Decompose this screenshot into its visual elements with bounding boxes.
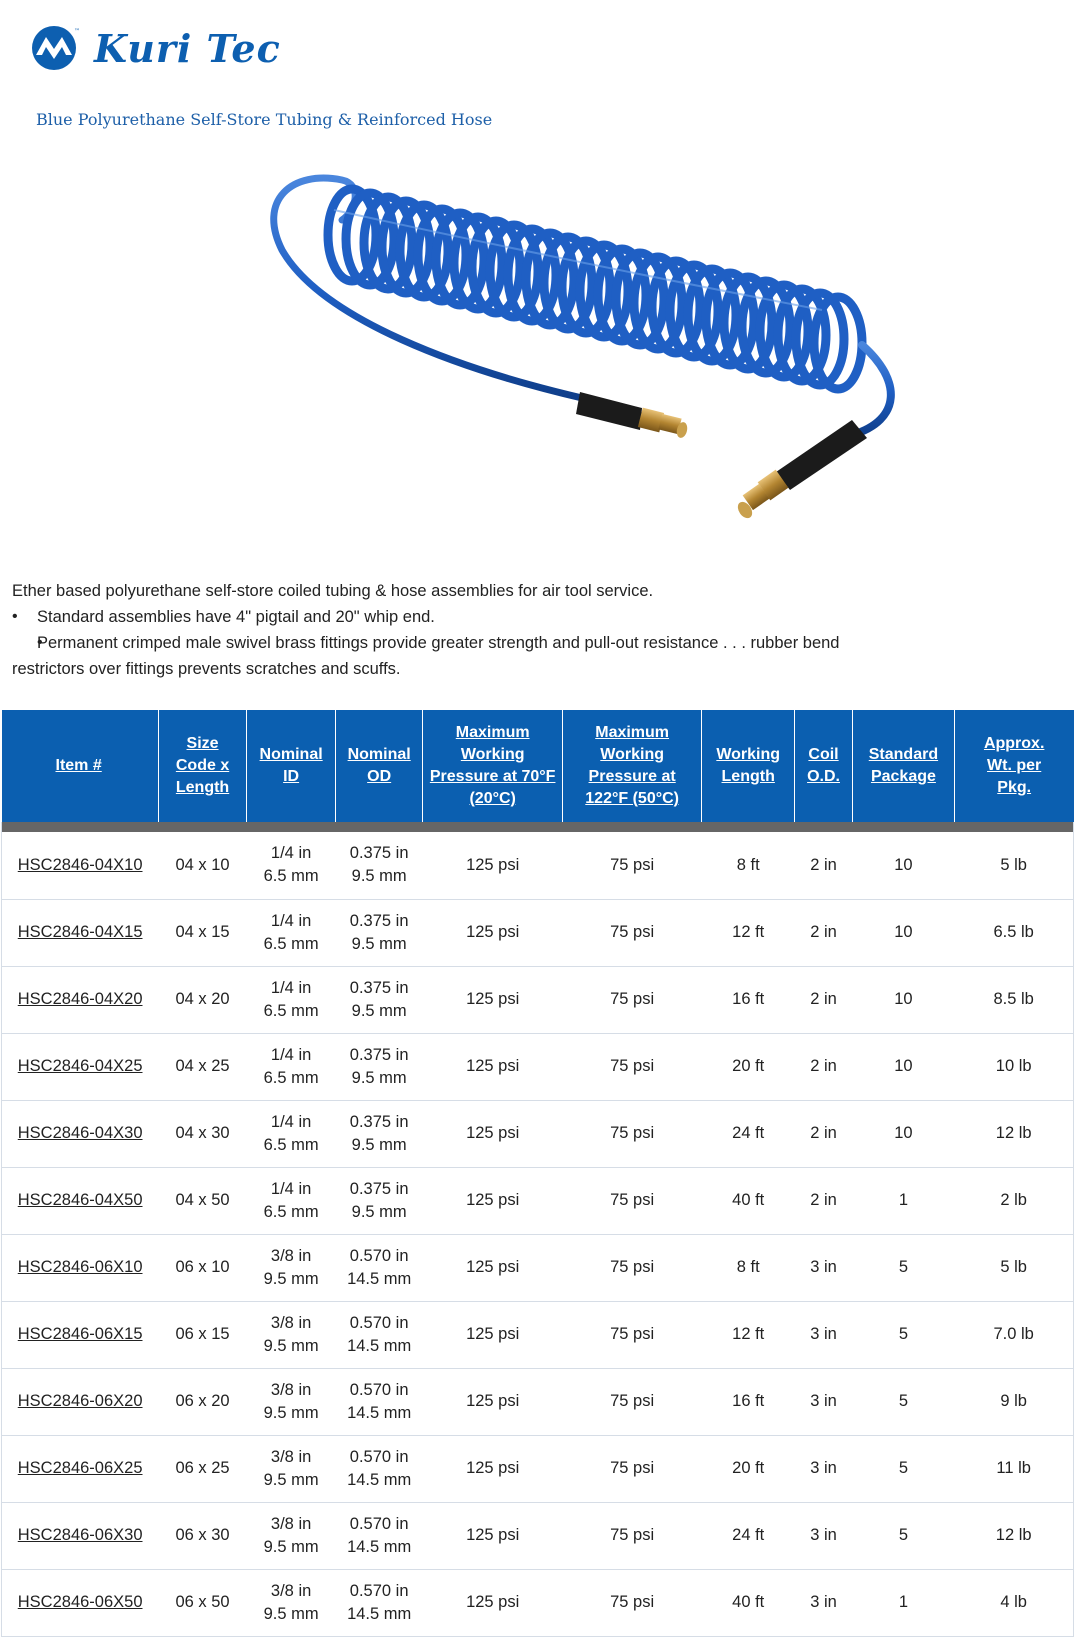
- cell-weight: 11 lb: [954, 1435, 1073, 1502]
- cell-size: 06 x 20: [158, 1368, 247, 1435]
- col-header-nominal-od[interactable]: [335, 710, 423, 822]
- item-link[interactable]: HSC2846-06X15: [17, 1325, 143, 1343]
- cell-pressure-122f: 75 psi: [562, 1301, 701, 1368]
- cell-nominal-od: 0.375 in 9.5 mm: [335, 832, 423, 899]
- cell-nominal-od: 0.375 in 9.5 mm: [335, 1033, 423, 1100]
- cell-size: 04 x 15: [158, 899, 247, 966]
- cell-pressure-122f: 75 psi: [562, 1502, 701, 1569]
- specs-table: [1, 710, 1074, 1637]
- brand-name: Kuri Tec: [94, 25, 281, 71]
- cell-pressure-122f: 75 psi: [562, 899, 701, 966]
- cell-pressure-122f: 75 psi: [562, 1100, 701, 1167]
- cell-coil-od: 3 in: [795, 1301, 853, 1368]
- col-header-text: OD: [367, 768, 392, 785]
- cell-pressure-70f: 125 psi: [423, 1435, 562, 1502]
- cell-nominal-id: 1/4 in 6.5 mm: [247, 966, 336, 1033]
- item-link[interactable]: HSC2846-06X30: [17, 1526, 143, 1544]
- col-header-text: Pressure at: [588, 768, 676, 785]
- coiled-hose-image: [262, 170, 962, 560]
- col-header-text: Coil: [808, 746, 839, 763]
- cell-coil-od: 2 in: [795, 1033, 853, 1100]
- cell-pressure-70f: 125 psi: [423, 1301, 562, 1368]
- col-header-text: O.D.: [807, 768, 840, 785]
- cell-working-length: 24 ft: [702, 1100, 795, 1167]
- col-header-text: Pkg.: [997, 779, 1032, 796]
- col-header-item[interactable]: [2, 710, 159, 822]
- cell-item: [2, 1100, 159, 1167]
- cell-weight: 9 lb: [954, 1368, 1073, 1435]
- cell-size: 06 x 50: [158, 1569, 247, 1636]
- col-header-text: Approx.: [983, 735, 1045, 752]
- cell-pressure-70f: 125 psi: [423, 1100, 562, 1167]
- cell-size: 04 x 10: [158, 832, 247, 899]
- cell-size: 04 x 30: [158, 1100, 247, 1167]
- feature-item: • Permanent crimped male swivel brass fittings provide greater strength and pull-out resistance . . . rubber bend restrictors over fittings prevents scratches and scuffs.: [12, 630, 842, 682]
- col-header-text: ID: [283, 768, 300, 785]
- cell-coil-od: 3 in: [795, 1234, 853, 1301]
- cell-weight: 12 lb: [954, 1100, 1073, 1167]
- item-link[interactable]: HSC2846-06X25: [17, 1459, 143, 1477]
- cell-coil-od: 3 in: [795, 1502, 853, 1569]
- cell-size: 06 x 15: [158, 1301, 247, 1368]
- cell-working-length: 24 ft: [702, 1502, 795, 1569]
- cell-working-length: 40 ft: [702, 1167, 795, 1234]
- cell-nominal-id: 1/4 in 6.5 mm: [247, 832, 336, 899]
- cell-size: 06 x 10: [158, 1234, 247, 1301]
- table-row: [2, 1569, 1074, 1636]
- col-header-text: Length: [721, 768, 775, 785]
- cell-weight: 5 lb: [954, 832, 1073, 899]
- cell-standard-package: 5: [853, 1435, 955, 1502]
- cell-working-length: 8 ft: [702, 1234, 795, 1301]
- cell-nominal-id: 1/4 in 6.5 mm: [247, 899, 336, 966]
- description-intro: Ether based polyurethane self-store coiled tubing & hose assemblies for air tool service.: [12, 582, 654, 600]
- cell-nominal-id: 1/4 in 6.5 mm: [247, 1100, 336, 1167]
- cell-standard-package: 10: [853, 832, 955, 899]
- table-row: [2, 1301, 1074, 1368]
- cell-nominal-od: 0.375 in 9.5 mm: [335, 966, 423, 1033]
- col-header-working-length[interactable]: [702, 710, 795, 822]
- cell-pressure-70f: 125 psi: [423, 1167, 562, 1234]
- col-header-coil-od[interactable]: [795, 710, 853, 822]
- cell-nominal-od: 0.570 in 14.5 mm: [335, 1234, 423, 1301]
- table-row: [2, 1033, 1074, 1100]
- cell-nominal-od: 0.570 in 14.5 mm: [335, 1569, 423, 1636]
- col-header-approx-weight[interactable]: [954, 710, 1073, 822]
- cell-nominal-od: 0.375 in 9.5 mm: [335, 899, 423, 966]
- page-subtitle: Blue Polyurethane Self-Store Tubing & Reinforced Hose: [36, 110, 493, 129]
- cell-standard-package: 5: [853, 1301, 955, 1368]
- item-link[interactable]: HSC2846-04X10: [17, 855, 143, 874]
- cell-standard-package: 1: [853, 1167, 955, 1234]
- cell-coil-od: 2 in: [795, 1100, 853, 1167]
- cell-working-length: 12 ft: [702, 899, 795, 966]
- col-header-text: Item #: [55, 757, 102, 774]
- cell-item: [2, 832, 159, 899]
- cell-item: [2, 1033, 159, 1100]
- cell-working-length: 20 ft: [702, 1435, 795, 1502]
- cell-standard-package: 10: [853, 966, 955, 1033]
- cell-weight: 7.0 lb: [954, 1301, 1073, 1368]
- cell-pressure-122f: 75 psi: [562, 966, 701, 1033]
- cell-coil-od: 3 in: [795, 1368, 853, 1435]
- kuritec-logo-icon: [30, 25, 82, 71]
- cell-weight: 2 lb: [954, 1167, 1073, 1234]
- cell-coil-od: 2 in: [795, 1167, 853, 1234]
- item-link[interactable]: HSC2846-04X20: [17, 990, 143, 1008]
- cell-standard-package: 5: [853, 1502, 955, 1569]
- cell-pressure-70f: 125 psi: [423, 1569, 562, 1636]
- cell-size: 06 x 30: [158, 1502, 247, 1569]
- cell-coil-od: 2 in: [795, 966, 853, 1033]
- cell-item: [2, 966, 159, 1033]
- col-header-text: 122°F (50°C): [585, 790, 679, 807]
- item-link[interactable]: HSC2846-04X25: [17, 1057, 143, 1075]
- cell-coil-od: 3 in: [795, 1569, 853, 1636]
- col-header-size-code-length[interactable]: [158, 710, 247, 822]
- col-header-text: Working: [460, 746, 525, 763]
- cell-working-length: 16 ft: [702, 966, 795, 1033]
- table-row: [2, 899, 1074, 966]
- cell-pressure-70f: 125 psi: [423, 1368, 562, 1435]
- cell-nominal-od: 0.570 in 14.5 mm: [335, 1368, 423, 1435]
- item-link[interactable]: HSC2846-04X30: [17, 1124, 143, 1142]
- cell-nominal-od: 0.375 in 9.5 mm: [335, 1167, 423, 1234]
- cell-weight: 6.5 lb: [954, 899, 1073, 966]
- col-header-nominal-id[interactable]: [247, 710, 336, 822]
- col-header-text: Working: [716, 746, 781, 763]
- cell-standard-package: 10: [853, 1100, 955, 1167]
- cell-nominal-id: 1/4 in 6.5 mm: [247, 1167, 336, 1234]
- cell-pressure-70f: 125 psi: [423, 1033, 562, 1100]
- col-header-max-pressure-122f[interactable]: [562, 710, 701, 822]
- cell-nominal-id: 3/8 in 9.5 mm: [247, 1368, 336, 1435]
- col-header-text: Pressure at 70°F: [429, 768, 556, 785]
- cell-pressure-122f: 75 psi: [562, 1033, 701, 1100]
- cell-standard-package: 10: [853, 899, 955, 966]
- product-description: [12, 578, 842, 682]
- cell-nominal-id: 3/8 in 9.5 mm: [247, 1234, 336, 1301]
- cell-weight: 5 lb: [954, 1234, 1073, 1301]
- table-header-row: [2, 710, 1074, 822]
- col-header-text: Standard: [868, 746, 939, 763]
- col-header-text: Code x: [175, 757, 230, 774]
- cell-pressure-70f: 125 psi: [423, 832, 562, 899]
- brand-logo: [30, 24, 281, 72]
- cell-pressure-122f: 75 psi: [562, 1234, 701, 1301]
- cell-pressure-122f: 75 psi: [562, 832, 701, 899]
- specs-table-container: [1, 710, 1074, 1637]
- table-row: [2, 1100, 1074, 1167]
- table-row: [2, 1368, 1074, 1435]
- cell-nominal-id: 1/4 in 6.5 mm: [247, 1033, 336, 1100]
- cell-working-length: 16 ft: [702, 1368, 795, 1435]
- cell-working-length: 12 ft: [702, 1301, 795, 1368]
- cell-standard-package: 5: [853, 1368, 955, 1435]
- cell-standard-package: 5: [853, 1234, 955, 1301]
- cell-size: 04 x 20: [158, 966, 247, 1033]
- cell-pressure-70f: 125 psi: [423, 899, 562, 966]
- feature-item: • Standard assemblies have 4" pigtail and 20" whip end.: [12, 604, 842, 630]
- table-row: [2, 1167, 1074, 1234]
- item-link[interactable]: HSC2846-04X15: [17, 923, 143, 941]
- col-header-text: Length: [175, 779, 230, 796]
- cell-nominal-od: 0.375 in 9.5 mm: [335, 1100, 423, 1167]
- cell-item: [2, 1368, 159, 1435]
- table-row: [2, 832, 1074, 899]
- cell-pressure-122f: 75 psi: [562, 1368, 701, 1435]
- col-header-text: Wt. per: [987, 757, 1042, 774]
- cell-working-length: 20 ft: [702, 1033, 795, 1100]
- cell-pressure-122f: 75 psi: [562, 1435, 701, 1502]
- cell-item: [2, 1301, 159, 1368]
- trademark-mark: ™: [74, 28, 80, 35]
- item-link[interactable]: HSC2846-04X50: [17, 1191, 143, 1209]
- cell-coil-od: 2 in: [795, 832, 853, 899]
- cell-item: [2, 1234, 159, 1301]
- cell-weight: 4 lb: [954, 1569, 1073, 1636]
- cell-item: [2, 1502, 159, 1569]
- table-row: [2, 1435, 1074, 1502]
- table-row: [2, 1234, 1074, 1301]
- col-header-text: Nominal: [347, 746, 411, 763]
- table-row: [2, 966, 1074, 1033]
- col-header-text: (20°C): [469, 790, 516, 807]
- cell-nominal-id: 3/8 in 9.5 mm: [247, 1502, 336, 1569]
- cell-nominal-id: 3/8 in 9.5 mm: [247, 1301, 336, 1368]
- cell-standard-package: 1: [853, 1569, 955, 1636]
- item-link[interactable]: HSC2846-06X50: [17, 1593, 143, 1611]
- cell-pressure-70f: 125 psi: [423, 1234, 562, 1301]
- col-header-max-pressure-70f[interactable]: [423, 710, 562, 822]
- header-separator: [2, 822, 1074, 832]
- cell-item: [2, 1435, 159, 1502]
- table-row: [2, 1502, 1074, 1569]
- col-header-text: Size: [186, 735, 219, 752]
- cell-size: 04 x 25: [158, 1033, 247, 1100]
- cell-weight: 10 lb: [954, 1033, 1073, 1100]
- item-link[interactable]: HSC2846-06X20: [17, 1392, 143, 1410]
- cell-standard-package: 10: [853, 1033, 955, 1100]
- cell-working-length: 8 ft: [702, 832, 795, 899]
- cell-nominal-od: 0.570 in 14.5 mm: [335, 1435, 423, 1502]
- feature-list: [12, 604, 842, 682]
- col-header-text: Nominal: [259, 746, 323, 763]
- cell-size: 04 x 50: [158, 1167, 247, 1234]
- cell-pressure-122f: 75 psi: [562, 1569, 701, 1636]
- cell-pressure-122f: 75 psi: [562, 1167, 701, 1234]
- cell-item: [2, 1569, 159, 1636]
- cell-weight: 12 lb: [954, 1502, 1073, 1569]
- cell-nominal-od: 0.570 in 14.5 mm: [335, 1301, 423, 1368]
- cell-pressure-70f: 125 psi: [423, 966, 562, 1033]
- cell-item: [2, 1167, 159, 1234]
- item-link[interactable]: HSC2846-06X10: [17, 1258, 143, 1276]
- cell-working-length: 40 ft: [702, 1569, 795, 1636]
- cell-pressure-70f: 125 psi: [423, 1502, 562, 1569]
- col-header-text: Working: [600, 746, 664, 763]
- col-header-text: Maximum: [595, 724, 670, 741]
- cell-weight: 8.5 lb: [954, 966, 1073, 1033]
- cell-nominal-od: 0.570 in 14.5 mm: [335, 1502, 423, 1569]
- cell-coil-od: 3 in: [795, 1435, 853, 1502]
- col-header-text: Maximum: [455, 724, 530, 741]
- col-header-text: Package: [870, 768, 936, 785]
- cell-nominal-id: 3/8 in 9.5 mm: [247, 1435, 336, 1502]
- cell-coil-od: 2 in: [795, 899, 853, 966]
- cell-nominal-id: 3/8 in 9.5 mm: [247, 1569, 336, 1636]
- col-header-standard-package[interactable]: [853, 710, 955, 822]
- cell-item: [2, 899, 159, 966]
- cell-size: 06 x 25: [158, 1435, 247, 1502]
